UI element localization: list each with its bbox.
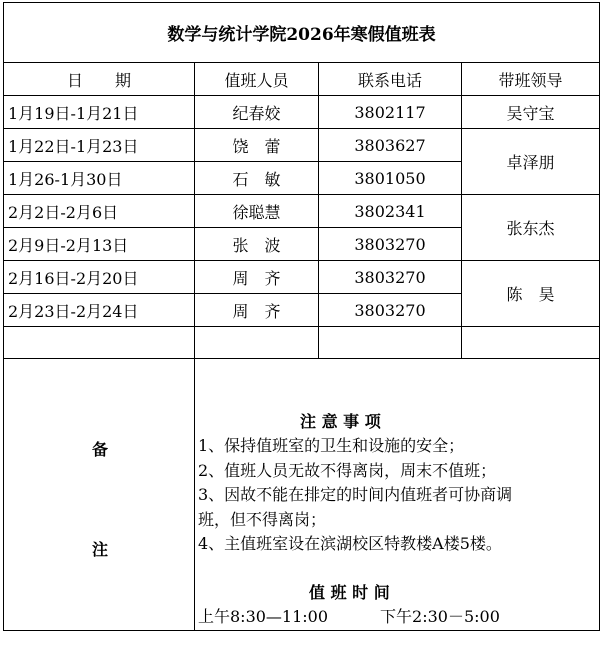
notice-title: 注 意 事 项 bbox=[300, 411, 381, 431]
table-title: 数学与统计学院2026年寒假值班表 bbox=[3, 2, 600, 63]
row-phone: 3801050 bbox=[318, 161, 462, 195]
empty-cell bbox=[3, 326, 195, 359]
morning-hours: 上午8:30—11:00 bbox=[198, 607, 329, 626]
header-phone: 联系电话 bbox=[318, 62, 462, 96]
remarks-label-bottom: 注 bbox=[92, 540, 109, 559]
row-date: 1月22日-1月23日 bbox=[3, 128, 195, 162]
header-person: 值班人员 bbox=[194, 62, 319, 96]
leader-cell: 陈 昊 bbox=[461, 260, 600, 327]
row-person: 周 齐 bbox=[194, 260, 319, 294]
row-person: 周 齐 bbox=[194, 293, 319, 327]
row-phone: 3802341 bbox=[318, 194, 462, 228]
notice-item: 3、因故不能在排定的时间内值班者可协商调 bbox=[198, 485, 513, 504]
empty-cell bbox=[318, 326, 462, 359]
hours-title: 值 班 时 间 bbox=[309, 582, 390, 602]
notice-item: 1、保持值班室的卫生和设施的安全； bbox=[198, 436, 465, 455]
header-leader: 带班领导 bbox=[461, 62, 600, 96]
leader-cell: 吴守宝 bbox=[461, 95, 600, 129]
row-date: 1月26-1月30日 bbox=[3, 161, 195, 195]
row-date: 2月9日-2月13日 bbox=[3, 227, 195, 261]
leader-cell: 卓泽朋 bbox=[461, 128, 600, 195]
row-date: 2月23日-2月24日 bbox=[3, 293, 195, 327]
notice-item: 2、值班人员无故不得离岗，周末不值班； bbox=[198, 460, 497, 480]
row-phone: 3803270 bbox=[318, 260, 462, 294]
notice-item: 班，但不得离岗； bbox=[198, 509, 327, 529]
row-person: 石 敏 bbox=[194, 161, 319, 195]
row-person: 徐聪慧 bbox=[194, 194, 319, 228]
afternoon-hours: 下午2:30－5:00 bbox=[380, 607, 500, 626]
header-date: 日 期 bbox=[3, 62, 195, 96]
row-date: 2月16日-2月20日 bbox=[3, 260, 195, 294]
row-phone: 3802117 bbox=[318, 95, 462, 129]
row-phone: 3803270 bbox=[318, 227, 462, 261]
remarks-label-top: 备 bbox=[92, 440, 109, 459]
row-phone: 3803270 bbox=[318, 293, 462, 327]
remarks-content bbox=[198, 385, 512, 654]
leader-cell: 张东杰 bbox=[461, 194, 600, 261]
row-person: 张 波 bbox=[194, 227, 319, 261]
empty-cell bbox=[194, 326, 319, 359]
row-person: 纪春姣 bbox=[194, 95, 319, 129]
row-person: 饶 蕾 bbox=[194, 128, 319, 162]
empty-cell bbox=[461, 326, 600, 359]
row-date: 1月19日-1月21日 bbox=[3, 95, 195, 129]
remarks-label-cell bbox=[3, 358, 195, 631]
row-phone: 3803627 bbox=[318, 128, 462, 162]
notice-item: 4、主值班室设在滨湖校区特教楼A楼5楼。 bbox=[198, 534, 502, 553]
row-date: 2月2日-2月6日 bbox=[3, 194, 195, 228]
